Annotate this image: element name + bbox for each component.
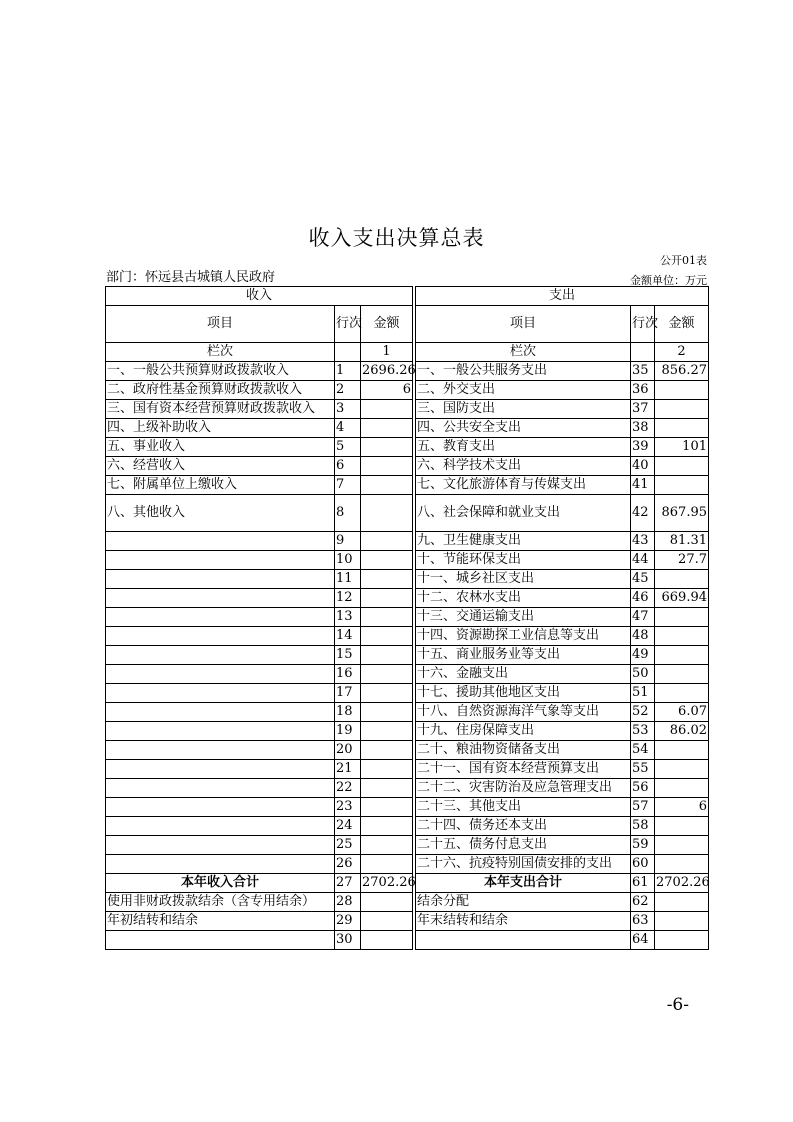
expense-col-empty [631, 343, 655, 362]
income-item-cell: 本年收入合计 [106, 874, 335, 893]
expense-rowno-cell: 53 [631, 722, 655, 741]
income-item-cell: 四、上级补助收入 [106, 419, 335, 438]
income-item-cell [106, 551, 335, 570]
expense-amount-cell [655, 457, 709, 476]
expense-item-cell: 结余分配 [416, 893, 631, 912]
income-item-cell: 七、附属单位上缴收入 [106, 476, 335, 495]
expense-item-cell: 十四、资源勘探工业信息等支出 [416, 627, 631, 646]
income-amount-cell [361, 817, 413, 836]
expense-item-cell: 八、社会保障和就业支出 [416, 495, 631, 532]
table-row [106, 741, 709, 760]
table-row [106, 646, 709, 665]
income-rowno-cell: 16 [335, 665, 361, 684]
income-amount-cell [361, 419, 413, 438]
expense-amount-cell: 867.95 [655, 495, 709, 532]
expense-amount-cell [655, 400, 709, 419]
income-amount-cell [361, 665, 413, 684]
income-amount-cell [361, 438, 413, 457]
expense-item-cell: 十二、农林水支出 [416, 589, 631, 608]
income-rowno-cell: 10 [335, 551, 361, 570]
expense-amount-cell: 6.07 [655, 703, 709, 722]
expense-rowno-cell: 49 [631, 646, 655, 665]
expense-rowno-cell: 41 [631, 476, 655, 495]
income-rowno-cell: 6 [335, 457, 361, 476]
income-rowno-cell: 3 [335, 400, 361, 419]
expense-rowno-cell: 35 [631, 362, 655, 381]
page-number: -6- [666, 995, 689, 1015]
income-item-header: 项目 [106, 306, 335, 343]
expense-rowno-cell: 50 [631, 665, 655, 684]
expense-rowno-cell: 52 [631, 703, 655, 722]
expense-amount-cell [655, 570, 709, 589]
income-item-cell: 八、其他收入 [106, 495, 335, 532]
expense-amount-cell [655, 608, 709, 627]
income-item-cell [106, 570, 335, 589]
expense-item-cell: 十六、金融支出 [416, 665, 631, 684]
income-amount-cell [361, 400, 413, 419]
table-row [106, 836, 709, 855]
expense-amount-cell: 2702.26 [655, 874, 709, 893]
expense-amount-header: 金额 [655, 306, 709, 343]
table-row [106, 627, 709, 646]
expense-amount-cell [655, 779, 709, 798]
income-amount-cell [361, 646, 413, 665]
expense-amount-cell [655, 836, 709, 855]
table-row [106, 608, 709, 627]
expense-item-cell: 七、文化旅游体育与传媒支出 [416, 476, 631, 495]
expense-rowno-cell: 63 [631, 912, 655, 931]
expense-amount-cell [655, 646, 709, 665]
table-row [106, 817, 709, 836]
expense-rowno-cell: 44 [631, 551, 655, 570]
income-rowno-header: 行次 [335, 306, 361, 343]
expense-item-cell: 年末结转和结余 [416, 912, 631, 931]
income-amount-cell [361, 551, 413, 570]
expense-item-cell: 一、一般公共服务支出 [416, 362, 631, 381]
income-rowno-cell: 4 [335, 419, 361, 438]
income-rowno-cell: 25 [335, 836, 361, 855]
expense-amount-cell [655, 912, 709, 931]
expense-item-cell: 十一、城乡社区支出 [416, 570, 631, 589]
income-amount-cell [361, 570, 413, 589]
income-amount-cell [361, 798, 413, 817]
expense-item-cell: 三、国防支出 [416, 400, 631, 419]
expense-rowno-cell: 36 [631, 381, 655, 400]
income-item-cell [106, 589, 335, 608]
income-amount-cell [361, 684, 413, 703]
table-row [106, 722, 709, 741]
income-rowno-cell: 18 [335, 703, 361, 722]
income-rowno-cell: 5 [335, 438, 361, 457]
expense-col-number: 2 [655, 343, 709, 362]
expense-item-cell: 十七、援助其他地区支出 [416, 684, 631, 703]
expense-rowno-cell: 47 [631, 608, 655, 627]
expense-rowno-cell: 56 [631, 779, 655, 798]
income-item-cell: 一、一般公共预算财政拨款收入 [106, 362, 335, 381]
expense-rowno-cell: 43 [631, 532, 655, 551]
table-row [106, 551, 709, 570]
expense-amount-cell [655, 855, 709, 874]
expense-amount-cell [655, 893, 709, 912]
income-item-cell [106, 627, 335, 646]
income-item-cell [106, 608, 335, 627]
income-rowno-cell: 21 [335, 760, 361, 779]
income-rowno-cell: 20 [335, 741, 361, 760]
table-row [106, 362, 709, 381]
expense-item-cell: 二十五、债务付息支出 [416, 836, 631, 855]
expense-amount-cell: 81.31 [655, 532, 709, 551]
income-item-cell [106, 855, 335, 874]
table-row [106, 665, 709, 684]
income-rowno-cell: 22 [335, 779, 361, 798]
expense-item-cell: 十三、交通运输支出 [416, 608, 631, 627]
income-item-cell [106, 779, 335, 798]
table-row [106, 684, 709, 703]
expense-item-cell: 十五、商业服务业等支出 [416, 646, 631, 665]
expense-rowno-cell: 51 [631, 684, 655, 703]
expense-rowno-cell: 46 [631, 589, 655, 608]
expense-rowno-cell: 60 [631, 855, 655, 874]
expense-amount-cell: 6 [655, 798, 709, 817]
table-row [106, 893, 709, 912]
table-row [106, 476, 709, 495]
income-rowno-cell: 29 [335, 912, 361, 931]
income-item-cell [106, 722, 335, 741]
expense-amount-cell [655, 931, 709, 950]
expense-item-cell: 二十二、灾害防治及应急管理支出 [416, 779, 631, 798]
expense-rowno-cell: 42 [631, 495, 655, 532]
header-row-2 [106, 306, 709, 343]
income-amount-cell: 2696.26 [361, 362, 413, 381]
income-amount-cell [361, 722, 413, 741]
expense-rowno-cell: 61 [631, 874, 655, 893]
expense-amount-cell: 669.94 [655, 589, 709, 608]
expense-amount-cell [655, 476, 709, 495]
income-header: 收入 [106, 287, 413, 306]
expense-rowno-cell: 40 [631, 457, 655, 476]
expense-amount-cell: 86.02 [655, 722, 709, 741]
income-rowno-cell: 15 [335, 646, 361, 665]
expense-amount-cell [655, 760, 709, 779]
income-amount-header: 金额 [361, 306, 413, 343]
income-item-cell: 五、事业收入 [106, 438, 335, 457]
expense-amount-cell [655, 419, 709, 438]
income-col-label: 栏次 [106, 343, 335, 362]
income-item-cell: 使用非财政拨款结余（含专用结余） [106, 893, 335, 912]
expense-amount-cell [655, 381, 709, 400]
expense-item-cell [416, 931, 631, 950]
income-amount-cell [361, 532, 413, 551]
income-item-cell [106, 646, 335, 665]
expense-header: 支出 [416, 287, 709, 306]
income-rowno-cell: 19 [335, 722, 361, 741]
table-row [106, 855, 709, 874]
table-row [106, 419, 709, 438]
income-amount-cell [361, 855, 413, 874]
table-row [106, 400, 709, 419]
expense-item-cell: 二十六、抗疫特别国债安排的支出 [416, 855, 631, 874]
expense-rowno-cell: 48 [631, 627, 655, 646]
income-rowno-cell: 2 [335, 381, 361, 400]
income-amount-cell [361, 608, 413, 627]
expense-item-header: 项目 [416, 306, 631, 343]
expense-amount-cell [655, 741, 709, 760]
table-row [106, 532, 709, 551]
expense-amount-cell: 856.27 [655, 362, 709, 381]
table-row [106, 912, 709, 931]
expense-item-cell: 二十三、其他支出 [416, 798, 631, 817]
expense-item-cell: 二、外交支出 [416, 381, 631, 400]
department-label: 部门：怀远县古城镇人民政府 [106, 270, 276, 285]
income-amount-cell: 2702.26 [361, 874, 413, 893]
table-row [106, 874, 709, 893]
expense-rowno-cell: 57 [631, 798, 655, 817]
expense-item-cell: 本年支出合计 [416, 874, 631, 893]
income-amount-cell [361, 741, 413, 760]
income-rowno-cell: 24 [335, 817, 361, 836]
expense-rowno-cell: 39 [631, 438, 655, 457]
expense-item-cell: 二十、粮油物资储备支出 [416, 741, 631, 760]
income-amount-cell [361, 760, 413, 779]
income-rowno-cell: 9 [335, 532, 361, 551]
income-item-cell [106, 931, 335, 950]
table-row [106, 779, 709, 798]
expense-item-cell: 五、教育支出 [416, 438, 631, 457]
income-amount-cell [361, 836, 413, 855]
expense-rowno-cell: 38 [631, 419, 655, 438]
income-rowno-cell: 8 [335, 495, 361, 532]
table-row [106, 589, 709, 608]
expense-item-cell: 二十四、债务还本支出 [416, 817, 631, 836]
expense-amount-cell: 101 [655, 438, 709, 457]
expense-item-cell: 十八、自然资源海洋气象等支出 [416, 703, 631, 722]
income-amount-cell [361, 779, 413, 798]
expense-item-cell: 二十一、国有资本经营预算支出 [416, 760, 631, 779]
expense-rowno-cell: 54 [631, 741, 655, 760]
expense-amount-cell: 27.7 [655, 551, 709, 570]
income-item-cell [106, 665, 335, 684]
income-item-cell [106, 703, 335, 722]
income-amount-cell [361, 495, 413, 532]
income-col-number: 1 [361, 343, 413, 362]
income-item-cell [106, 836, 335, 855]
expense-item-cell: 四、公共安全支出 [416, 419, 631, 438]
income-amount-cell [361, 476, 413, 495]
income-amount-cell [361, 912, 413, 931]
income-rowno-cell: 30 [335, 931, 361, 950]
income-item-cell [106, 798, 335, 817]
expense-rowno-cell: 64 [631, 931, 655, 950]
income-rowno-cell: 13 [335, 608, 361, 627]
expense-rowno-cell: 37 [631, 400, 655, 419]
income-item-cell: 年初结转和结余 [106, 912, 335, 931]
expense-amount-cell [655, 817, 709, 836]
header-row-1 [106, 287, 709, 306]
expense-amount-cell [655, 627, 709, 646]
income-rowno-cell: 14 [335, 627, 361, 646]
income-item-cell [106, 817, 335, 836]
income-amount-cell [361, 703, 413, 722]
income-rowno-cell: 17 [335, 684, 361, 703]
amount-unit: 金额单位：万元 [630, 274, 707, 287]
page-title: 收入支出决算总表 [308, 226, 485, 250]
income-rowno-cell: 7 [335, 476, 361, 495]
expense-rowno-cell: 62 [631, 893, 655, 912]
table-row [106, 438, 709, 457]
income-amount-cell [361, 931, 413, 950]
income-rowno-cell: 26 [335, 855, 361, 874]
income-amount-cell [361, 457, 413, 476]
expense-rowno-cell: 45 [631, 570, 655, 589]
table-row [106, 703, 709, 722]
expense-col-label: 栏次 [416, 343, 631, 362]
expense-item-cell: 十、节能环保支出 [416, 551, 631, 570]
form-code: 公开01表 [660, 254, 707, 267]
income-item-cell: 二、政府性基金预算财政拨款收入 [106, 381, 335, 400]
table-row [106, 457, 709, 476]
expense-item-cell: 十九、住房保障支出 [416, 722, 631, 741]
table-row [106, 381, 709, 400]
income-rowno-cell: 11 [335, 570, 361, 589]
expense-rowno-cell: 58 [631, 817, 655, 836]
income-expense-table [105, 286, 709, 950]
income-rowno-cell: 12 [335, 589, 361, 608]
expense-item-cell: 九、卫生健康支出 [416, 532, 631, 551]
income-amount-cell: 6 [361, 381, 413, 400]
income-item-cell: 三、国有资本经营预算财政拨款收入 [106, 400, 335, 419]
table-row [106, 931, 709, 950]
table-row [106, 798, 709, 817]
table-row [106, 570, 709, 589]
income-rowno-cell: 28 [335, 893, 361, 912]
income-amount-cell [361, 893, 413, 912]
income-col-empty [335, 343, 361, 362]
expense-rowno-header: 行次 [631, 306, 655, 343]
expense-item-cell: 六、科学技术支出 [416, 457, 631, 476]
table-row [106, 495, 709, 532]
income-rowno-cell: 1 [335, 362, 361, 381]
expense-rowno-cell: 55 [631, 760, 655, 779]
income-item-cell [106, 684, 335, 703]
expense-rowno-cell: 59 [631, 836, 655, 855]
expense-amount-cell [655, 665, 709, 684]
table-row [106, 760, 709, 779]
header-row-3 [106, 343, 709, 362]
income-item-cell: 六、经营收入 [106, 457, 335, 476]
income-rowno-cell: 27 [335, 874, 361, 893]
income-item-cell [106, 532, 335, 551]
expense-amount-cell [655, 684, 709, 703]
income-amount-cell [361, 627, 413, 646]
income-item-cell [106, 760, 335, 779]
income-amount-cell [361, 589, 413, 608]
income-rowno-cell: 23 [335, 798, 361, 817]
income-item-cell [106, 741, 335, 760]
